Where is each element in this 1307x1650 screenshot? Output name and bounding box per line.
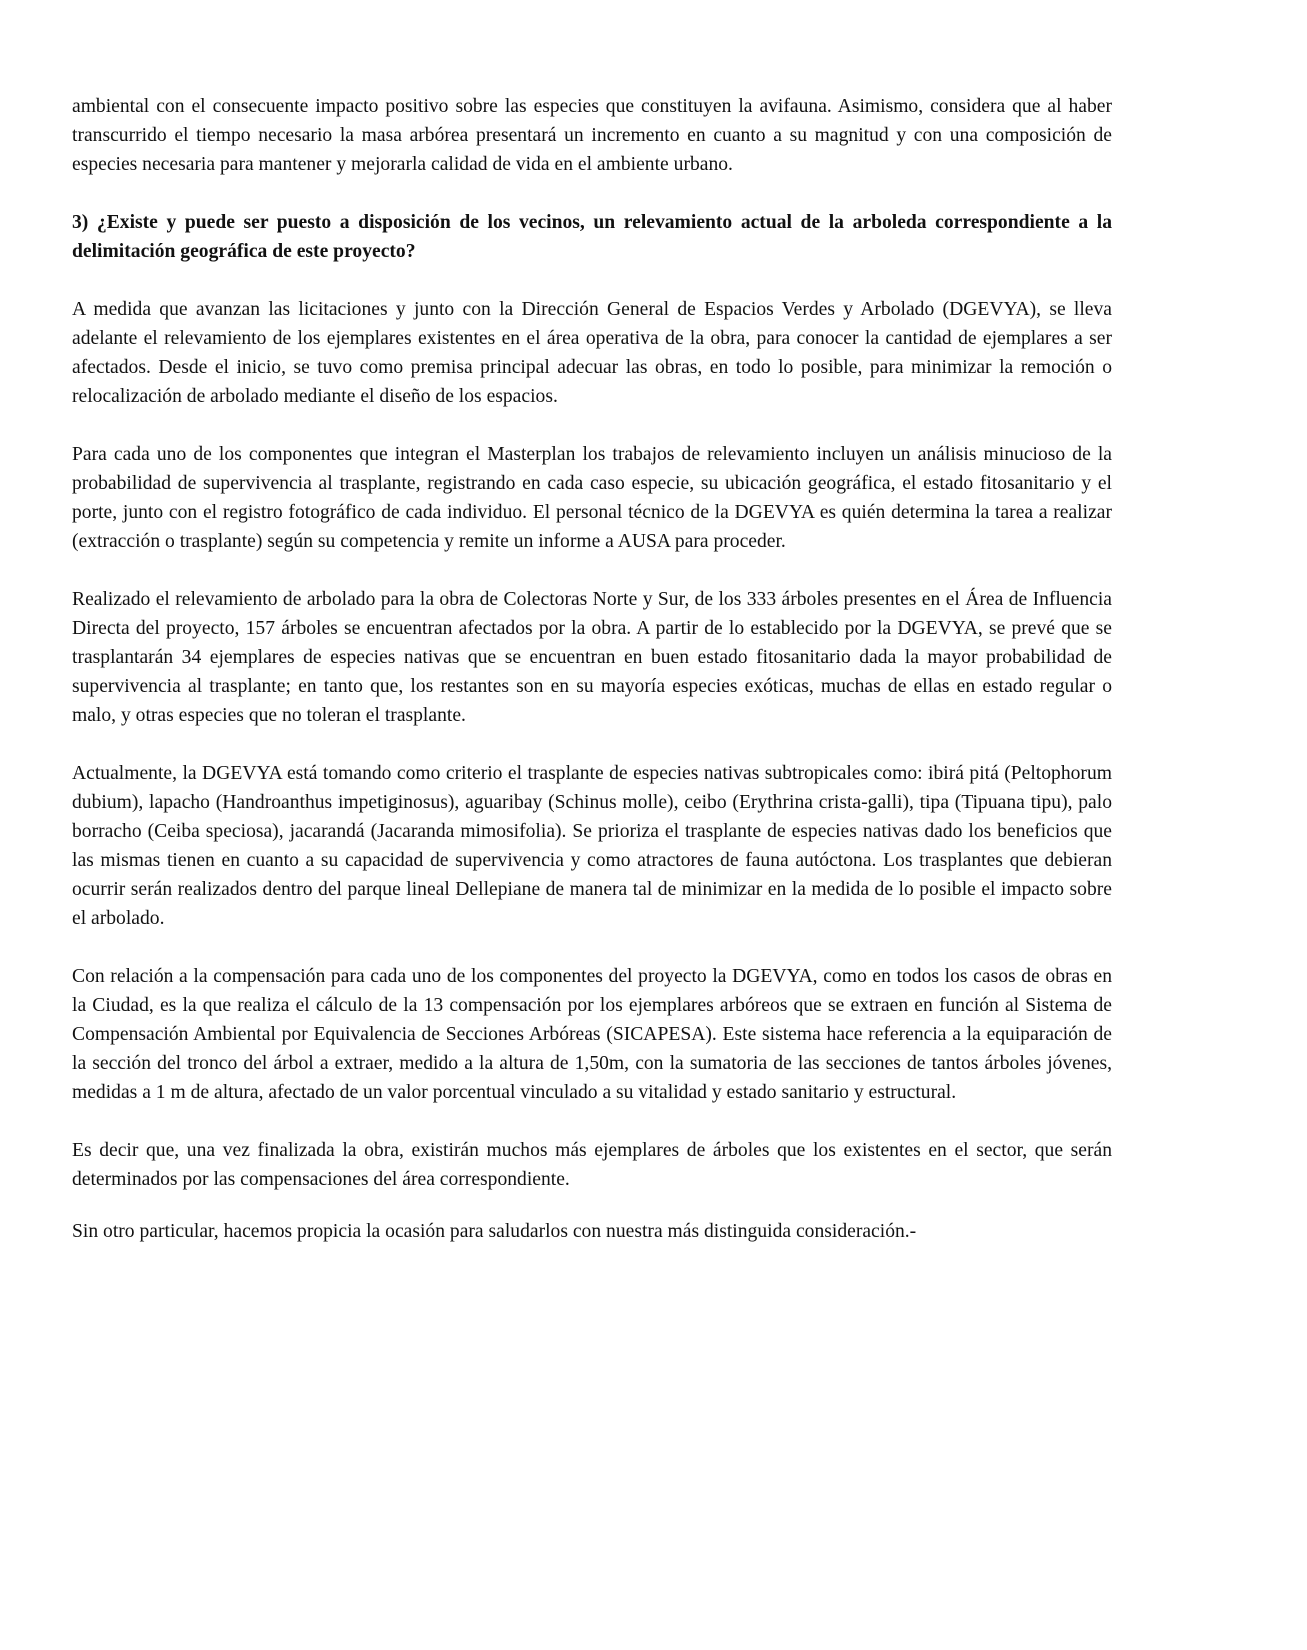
answer-paragraph-especies-nativas: Actualmente, la DGEVYA está tomando como criterio el trasplante de especies nativas subtropicales como: ibirá pitá (Peltophorum dubium), lapacho (Handroanthus impetiginosus), aguaribay (Schinus molle), ceibo (Erythrina crista-galli), tipa (Tipuana tipu), palo borracho (Ceiba speciosa), jacarandá (Jacaranda mimosifolia). Se prioriza el trasplante de especies nativas dado los beneficios que las mismas tienen en cuanto a su capacidad de supervivencia y como atractores de fauna autóctona. Los trasplantes que debieran ocurrir serán realizados dentro del parque lineal Dellepiane de manera tal de minimizar en la medida de lo posible el impacto sobre el arbolado. <box>72 763 1112 929</box>
closing-paragraph: Sin otro particular, hacemos propicia la ocasión para saludarlos con nuestra más distinguida consideración.- <box>72 1221 917 1242</box>
answer-paragraph-relevamiento: A medida que avanzan las licitaciones y junto con la Dirección General de Espacios Verdes y Arbolado (DGEVYA), se lleva adelante el relevamiento de los ejemplares existentes en el área operativa de la obra, para conocer la cantidad de ejemplares a ser afectados. Desde el inicio, se tuvo como premisa principal adecuar las obras, en todo lo posible, para minimizar la remoción o relocalización de arbolado mediante el diseño de los espacios. <box>72 299 1112 407</box>
answer-paragraph-masterplan: Para cada uno de los componentes que integran el Masterplan los trabajos de relevamiento incluyen un análisis minucioso de la probabilidad de supervivencia al trasplante, registrando en cada caso especie, su ubicación geográfica, el estado fitosanitario y el porte, junto con el registro fotográfico de cada individuo. El personal técnico de la DGEVYA es quién determina la tarea a realizar (extracción o trasplante) según su competencia y remite un informe a AUSA para proceder. <box>72 444 1112 552</box>
document-page <box>72 92 1112 1275</box>
question-3-heading: 3) ¿Existe y puede ser puesto a disposición de los vecinos, un relevamiento actual de la arboleda correspondiente a la delimitación geográfica de este proyecto? <box>72 212 1112 262</box>
answer-paragraph-compensacion: Con relación a la compensación para cada uno de los componentes del proyecto la DGEVYA, como en todos los casos de obras en la Ciudad, es la que realiza el cálculo de la 13 compensación por los ejemplares arbóreos que se extraen en función al Sistema de Compensación Ambiental por Equivalencia de Secciones Arbóreas (SICAPESA). Este sistema hace referencia a la equiparación de la sección del tronco del árbol a extraer, medido a la altura de 1,50m, con la sumatoria de las secciones de tantos árboles jóvenes, medidas a 1 m de altura, afectado de un valor porcentual vinculado a su vitalidad y estado sanitario y estructural. <box>72 966 1112 1103</box>
answer-paragraph-colectoras: Realizado el relevamiento de arbolado para la obra de Colectoras Norte y Sur, de los 333 árboles presentes en el Área de Influencia Directa del proyecto, 157 árboles se encuentran afectados por la obra. A partir de lo establecido por la DGEVYA, se prevé que se trasplantarán 34 ejemplares de especies nativas que se encuentran en buen estado fitosanitario dada la mayor probabilidad de supervivencia al trasplante; en tanto que, los restantes son en su mayoría especies exóticas, muchas de ellas en estado regular o malo, y otras especies que no toleran el trasplante. <box>72 589 1112 726</box>
answer-paragraph-conclusion: Es decir que, una vez finalizada la obra, existirán muchos más ejemplares de árboles que los existentes en el sector, que serán determinados por las compensaciones del área correspondiente. <box>72 1140 1112 1190</box>
intro-continuation-paragraph: ambiental con el consecuente impacto positivo sobre las especies que constituyen la avifauna. Asimismo, considera que al haber transcurrido el tiempo necesario la masa arbórea presentará un incremento en cuanto a su magnitud y con una composición de especies necesaria para mantener y mejorarla calidad de vida en el ambiente urbano. <box>72 96 1112 175</box>
